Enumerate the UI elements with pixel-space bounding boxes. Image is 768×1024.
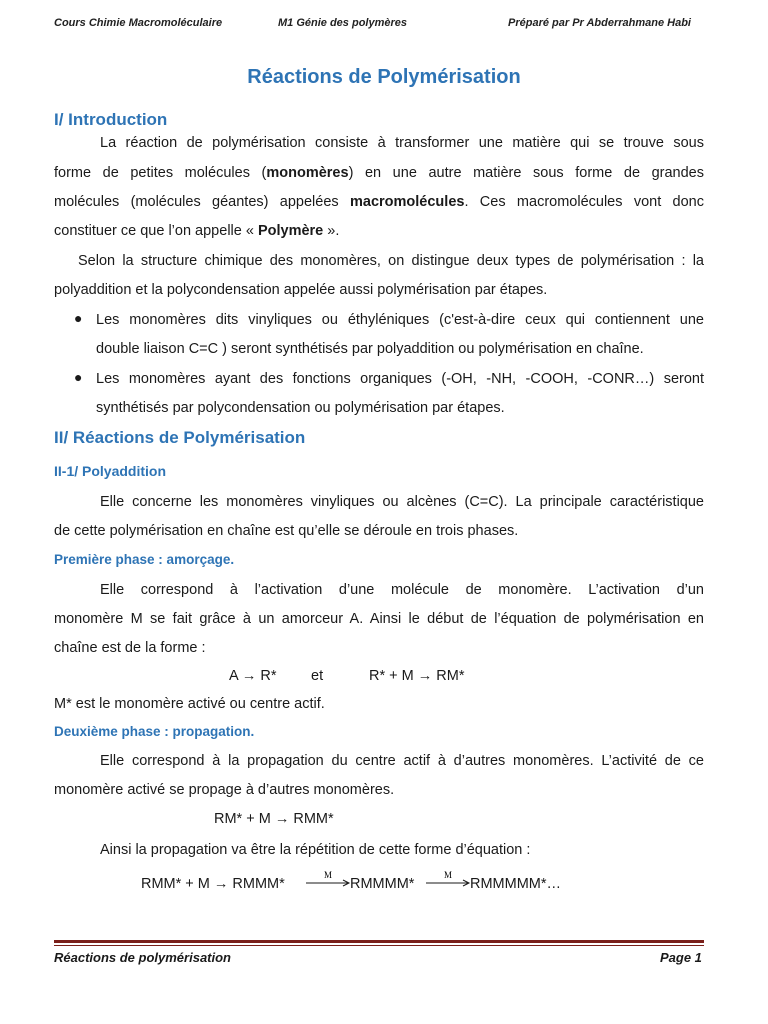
phase2-line1: Elle correspond à la propagation du centre actif à d’autres monomères. L’activité de ce bbox=[100, 753, 704, 769]
phase1-title: Première phase : amorçage. bbox=[54, 552, 235, 567]
phase1-line1: Elle correspond à l’activation d’une molécule de monomère. L’activation d’un bbox=[100, 582, 704, 598]
intro-p2-line2: polyaddition et la polycondensation appelée aussi polymérisation par étapes. bbox=[54, 282, 548, 298]
equation-et: et bbox=[311, 668, 324, 684]
bullet1-line1: Les monomères dits vinyliques ou éthyléniques (c'est-à-dire ceux qui contiennent une bbox=[96, 312, 704, 328]
page-title: Réactions de Polymérisation bbox=[247, 66, 521, 88]
bullet-icon: ● bbox=[74, 369, 83, 385]
header-author: Préparé par Pr Abderrahmane Habi bbox=[508, 17, 691, 29]
intro-p1-line3: molécules (molécules géantes) appelées macromolécules. Ces macromolécules vont donc bbox=[54, 194, 704, 210]
polyaddition-line1: Elle concerne les monomères vinyliques ou alcènes (C=C). La principale caractéristique bbox=[100, 494, 704, 510]
intro-p1-line1: La réaction de polymérisation consiste à transformer une matière qui se trouve sous bbox=[100, 135, 704, 151]
equation-chain-end: RMMMMM*… bbox=[470, 876, 562, 892]
arrow-label: M bbox=[444, 870, 453, 880]
phase1-line3: chaîne est de la forme : bbox=[54, 640, 206, 656]
active-center-note: M* est le monomère activé ou centre actif. bbox=[54, 696, 325, 712]
equation-activation: R* + M → RM* bbox=[369, 668, 465, 684]
intro-p1-line2: forme de petites molécules (monomères) en une autre matière sous forme de grandes bbox=[54, 165, 704, 181]
header-program: M1 Génie des polymères bbox=[278, 17, 407, 29]
equation-propagation: RM* + M → RMM* bbox=[214, 811, 334, 827]
arrow-with-m-icon bbox=[304, 869, 352, 891]
phase2-title: Deuxième phase : propagation. bbox=[54, 724, 255, 739]
phase2-line2: monomère activé se propage à d’autres monomères. bbox=[54, 782, 395, 798]
footer-divider-thick bbox=[54, 940, 704, 943]
polyaddition-line2: de cette polymérisation en chaîne est qu’elle se déroule en trois phases. bbox=[54, 523, 519, 539]
bullet2-line2: synthétisés par polycondensation ou polymérisation par étapes. bbox=[96, 400, 505, 416]
footer-divider-thin bbox=[54, 945, 704, 946]
footer-title: Réactions de polymérisation bbox=[54, 950, 231, 965]
equation-chain-start: RMM* + M → RMMM* bbox=[141, 876, 285, 892]
intro-p2-line1: Selon la structure chimique des monomères, on distingue deux types de polymérisation : la bbox=[78, 253, 704, 269]
arrow-with-m-icon bbox=[424, 869, 472, 891]
page-number: Page 1 bbox=[660, 950, 702, 965]
arrow-label: M bbox=[324, 870, 333, 880]
bullet1-line2: double liaison C=C ) seront synthétisés par polyaddition ou polymérisation en chaîne. bbox=[96, 341, 644, 357]
equation-initiation: A → R* bbox=[229, 668, 277, 684]
bullet2-line1: Les monomères ayant des fonctions organiques (-OH, -NH, -COOH, -CONR…) seront bbox=[96, 371, 704, 387]
subsection-heading-polyaddition: II-1/ Polyaddition bbox=[54, 463, 167, 479]
propagation-text: Ainsi la propagation va être la répétition de cette forme d’équation : bbox=[100, 842, 531, 858]
section-heading-intro: I/ Introduction bbox=[54, 110, 168, 129]
equation-chain-mid: RMMMM* bbox=[350, 876, 415, 892]
intro-p1-line4: constituer ce que l’on appelle « Polymère ». bbox=[54, 223, 340, 239]
bullet-icon: ● bbox=[74, 310, 83, 326]
header-course: Cours Chimie Macromoléculaire bbox=[54, 17, 223, 29]
section-heading-reactions: II/ Réactions de Polymérisation bbox=[54, 428, 306, 447]
phase1-line2: monomère M se fait grâce à un amorceur A. Ainsi le début de l’équation de polymérisation en bbox=[54, 611, 704, 627]
